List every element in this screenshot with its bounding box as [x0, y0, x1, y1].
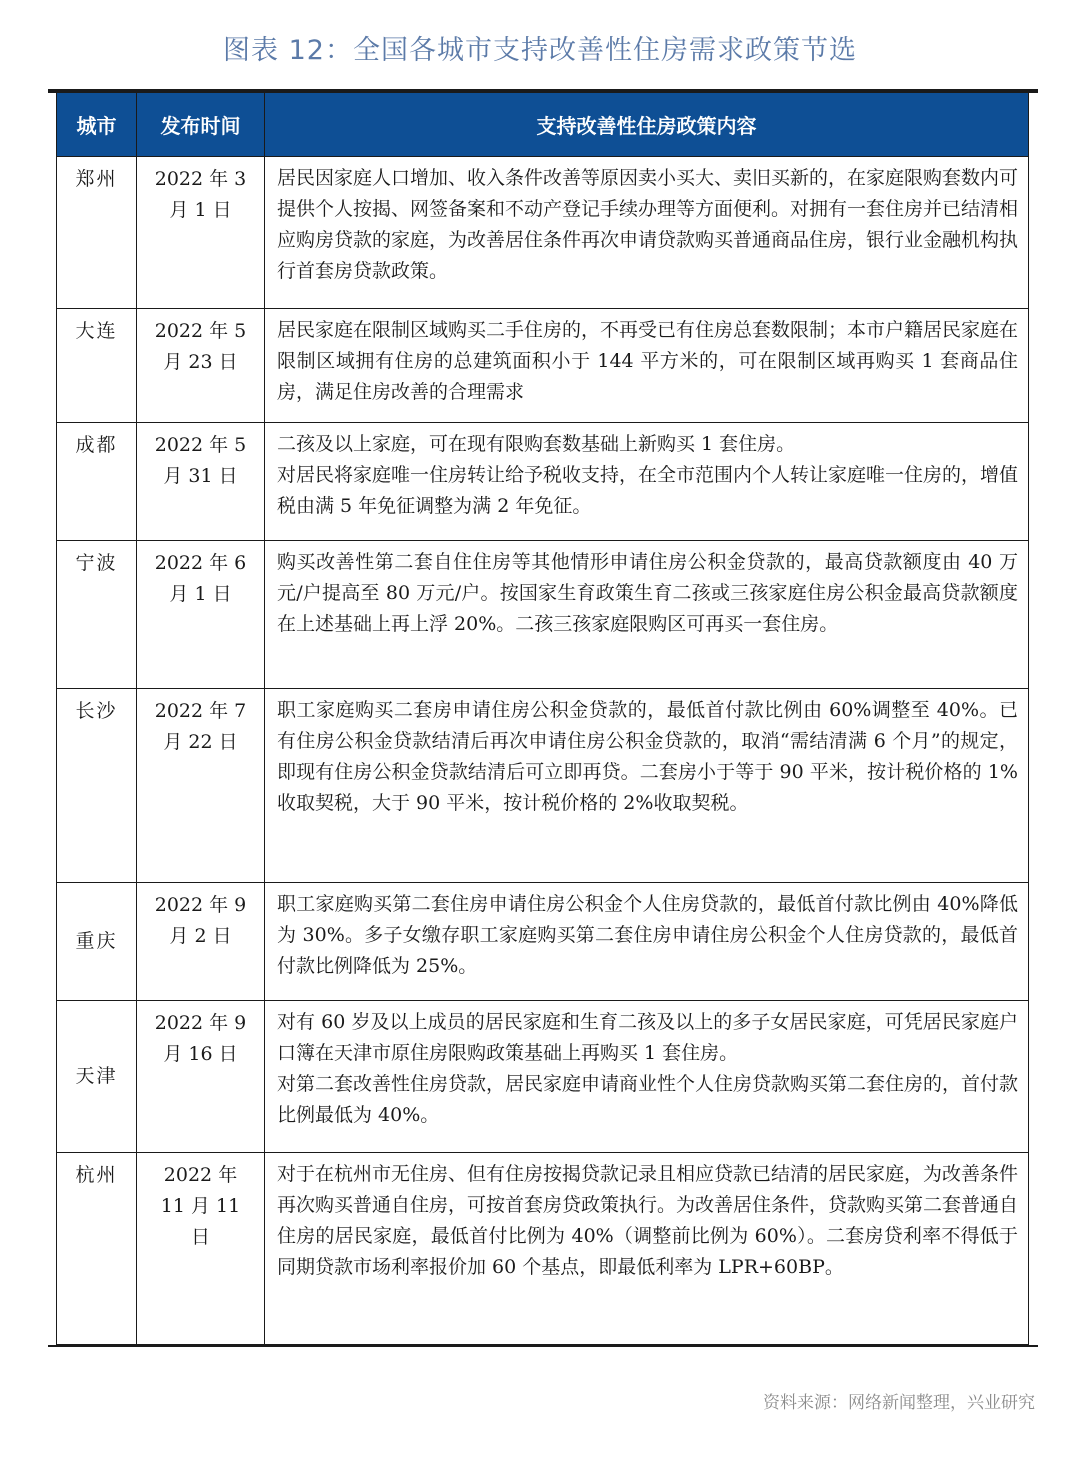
source-note: 资料来源：网络新闻整理，兴业研究: [763, 1393, 1035, 1413]
cell-date: 2022 年 3 月 1 日: [137, 157, 265, 309]
content-paragraph: 职工家庭购买二套房申请住房公积金贷款的，最低首付款比例由 60%调整至 40%。已有住房公积金贷款结清后再次申请住房公积金贷款的，取消“需结清满 6 个月”的规定，即现有住房公积金贷款结清后可立即再贷。二套房小于等于 90 平米，按计税价格的 1%收取契税，大于 90 平米，按计税价格的 2%收取契税。: [277, 699, 1018, 814]
cell-city: 长沙: [57, 689, 137, 883]
cell-date: 2022 年 5 月 31 日: [137, 423, 265, 541]
cell-city: 重庆: [57, 883, 137, 1001]
content-paragraph: 居民家庭在限制区域购买二手住房的，不再受已有住房总套数限制；本市户籍居民家庭在限制区域拥有住房的总建筑面积小于 144 平方米的，可在限制区域再购买 1 套商品住房，满足住房改善的合理需求: [277, 319, 1019, 403]
table-row: [57, 1001, 1029, 1153]
content-paragraph: 对居民将家庭唯一住房转让给予税收支持，在全市范围内个人转让家庭唯一住房的，增值税由满 5 年免征调整为满 2 年免征。: [277, 464, 1019, 517]
table-row: [57, 157, 1029, 309]
table-row: [57, 1153, 1029, 1345]
table-row: [57, 883, 1029, 1001]
cell-content: [265, 883, 1029, 1001]
table-row: [57, 541, 1029, 689]
cell-content: [265, 423, 1029, 541]
header-city: 城市: [57, 93, 137, 157]
cell-content: [265, 309, 1029, 423]
content-paragraph: 职工家庭购买第二套住房申请住房公积金个人住房贷款的，最低首付款比例由 40%降低为 30%。多子女缴存职工家庭购买第二套住房申请住房公积金个人住房贷款的，最低首付款比例降低为 25%。: [277, 893, 1018, 977]
cell-date: 2022 年 6 月 1 日: [137, 541, 265, 689]
table-row: [57, 309, 1029, 423]
cell-date: 2022 年 9 月 2 日: [137, 883, 265, 1001]
cell-content: [265, 1001, 1029, 1153]
content-paragraph: 居民因家庭人口增加、收入条件改善等原因卖小买大、卖旧买新的，在家庭限购套数内可提供个人按揭、网签备案和不动产登记手续办理等方面便利。对拥有一套住房并已结清相应购房贷款的家庭，为改善居住条件再次申请贷款购买普通商品住房，银行业金融机构执行首套房贷款政策。: [277, 167, 1019, 282]
cell-city: 杭州: [57, 1153, 137, 1345]
table-row: [57, 689, 1029, 883]
policy-table-container: [48, 89, 1038, 1347]
header-content: 支持改善性住房政策内容: [265, 93, 1029, 157]
header-date: 发布时间: [137, 93, 265, 157]
content-paragraph: 购买改善性第二套自住住房等其他情形申请住房公积金贷款的，最高贷款额度由 40 万元/户提高至 80 万元/户。按国家生育政策生育二孩或三孩家庭住房公积金最高贷款额度在上述基础上再上浮 20%。二孩三孩家庭限购区可再买一套住房。: [277, 551, 1018, 635]
cell-content: [265, 541, 1029, 689]
cell-city: 郑州: [57, 157, 137, 309]
figure-title: 图表 12：全国各城市支持改善性住房需求政策节选: [223, 35, 857, 66]
cell-date: 2022 年 7 月 22 日: [137, 689, 265, 883]
policy-table: [56, 93, 1029, 1345]
cell-date: 2022 年 9 月 16 日: [137, 1001, 265, 1153]
cell-city: 成都: [57, 423, 137, 541]
content-paragraph: 对第二套改善性住房贷款，居民家庭申请商业性个人住房贷款购买第二套住房的，首付款比例最低为 40%。: [277, 1073, 1019, 1126]
cell-content: [265, 689, 1029, 883]
cell-city: 天津: [57, 1001, 137, 1153]
content-paragraph: 对有 60 岁及以上成员的居民家庭和生育二孩及以上的多子女居民家庭，可凭居民家庭户口簿在天津市原住房限购政策基础上再购买 1 套住房。: [277, 1011, 1018, 1064]
cell-date: 2022 年 11 月 11 日: [137, 1153, 265, 1345]
cell-city: 宁波: [57, 541, 137, 689]
cell-city: 大连: [57, 309, 137, 423]
table-row: [57, 423, 1029, 541]
cell-date: 2022 年 5 月 23 日: [137, 309, 265, 423]
content-paragraph: 对于在杭州市无住房、但有住房按揭贷款记录且相应贷款已结清的居民家庭，为改善条件再次购买普通自住房，可按首套房贷政策执行。为改善居住条件，贷款购买第二套普通自住房的居民家庭，最低首付比例为 40%（调整前比例为 60%）。二套房贷利率不得低于同期贷款市场利率报价加 60 个基点，即最低利率为 LPR+60BP。: [277, 1163, 1019, 1278]
cell-content: [265, 157, 1029, 309]
bottom-rule: [48, 1345, 1038, 1347]
content-paragraph: 二孩及以上家庭，可在现有限购套数基础上新购买 1 套住房。: [277, 433, 796, 455]
cell-content: [265, 1153, 1029, 1345]
table-header-row: [57, 93, 1029, 157]
